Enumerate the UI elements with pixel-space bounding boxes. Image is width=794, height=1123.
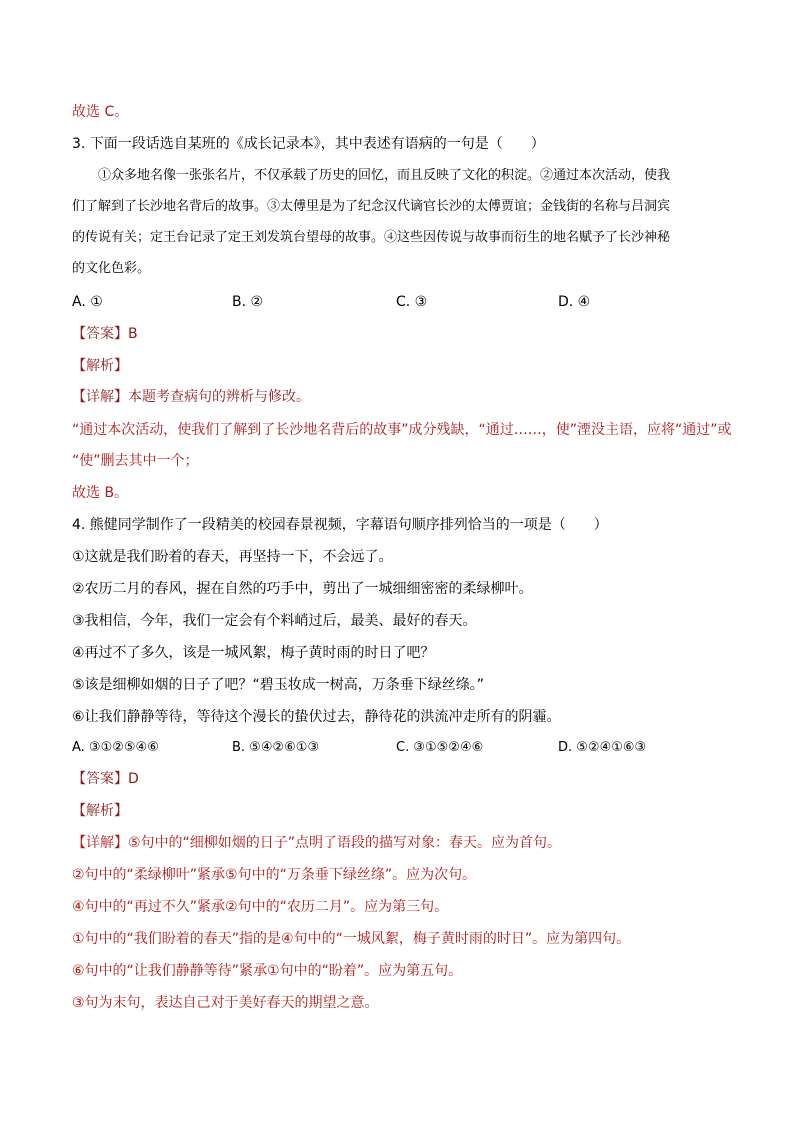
q3-stem: 3. 下面一段话选自某班的《成长记录本》，其中表述有语病的一句是（ ） (72, 136, 545, 152)
q4-sentence-4: ④再过不了多久，该是一城风絮，梅子黄时雨的时日了吧？ (72, 645, 435, 661)
q4-option-a: A. ③①②⑤④⑥ (72, 740, 159, 755)
q4-stem: 4. 熊健同学制作了一段精美的校园春景视频，字幕语句顺序排列恰当的一项是（ ） (72, 517, 608, 533)
q3-passage-line-1: ①众多地名像一张张名片，不仅承载了历史的回忆，而且反映了文化的积淀。②通过本次活动，使我 (72, 168, 671, 183)
q4-explanation-6: ③句为末句，表达自己对于美好春天的期望之意。 (72, 995, 379, 1011)
q3-passage-line-2: 们了解到了长沙地名背后的故事。③太傅里是为了纪念汉代谪官长沙的太傅贾谊；金钱街的名称与吕洞宾 (72, 199, 671, 214)
q4-detail: 【详解】⑤句中的“细柳如烟的日子”点明了语段的描写对象：春天。应为首句。 (72, 835, 562, 851)
q3-option-c: C. ③ (396, 294, 428, 310)
q4-explanation-3: ④句中的“再过不久”紧承②句中的“农历二月”。应为第三句。 (72, 899, 449, 915)
q3-analysis-heading: 【解析】 (72, 358, 128, 374)
q4-option-b: B. ⑤④②⑥①③ (232, 740, 320, 755)
q3-explanation-line-2: “使”删去其中一个； (72, 453, 199, 469)
q3-option-a: A. ① (72, 294, 103, 310)
q4-answer: 【答案】D (72, 771, 139, 787)
q3-passage-line-4: 的文化色彩。 (72, 261, 151, 276)
q4-sentence-6: ⑥让我们静静等待，等待这个漫长的蛰伏过去，静待花的洪流冲走所有的阴霾。 (72, 709, 561, 725)
q4-explanation-4: ①句中的“我们盼着的春天”指的是④句中的“一城风絮，梅子黄时雨的时日”。应为第四句。 (72, 931, 631, 947)
q4-explanation-5: ⑥句中的“让我们静静等待”紧承①句中的“盼着”。应为第五句。 (72, 963, 463, 979)
choose-c-line: 故选 C。 (72, 104, 129, 120)
q4-sentence-5: ⑤该是细柳如烟的日子了吧？“碧玉妆成一树高，万条垂下绿丝绦。” (72, 677, 485, 693)
q3-option-d: D. ④ (558, 294, 591, 310)
q4-sentence-1: ①这就是我们盼着的春天，再坚持一下，不会远了。 (72, 549, 393, 565)
q3-answer: 【答案】B (72, 326, 138, 342)
q4-option-c: C. ③①⑤②④⑥ (396, 740, 484, 755)
q4-analysis-heading: 【解析】 (72, 803, 128, 819)
q4-option-d: D. ⑤②④①⑥③ (558, 740, 647, 755)
q3-passage (72, 160, 728, 284)
q3-choose-line: 故选 B。 (72, 485, 129, 501)
q4-sentence-2: ②农历二月的春风，握在自然的巧手中，剪出了一城细细密密的柔绿柳叶。 (72, 581, 533, 597)
q3-explanation-line-1: “通过本次活动，使我们了解到了长沙地名背后的故事”成分残缺，“通过……，使”湮没主语，应将“通过”或 (72, 422, 732, 438)
q4-explanation-2: ②句中的“柔绿柳叶”紧承⑤句中的“万条垂下绿丝绦”。应为次句。 (72, 867, 477, 883)
q3-detail: 【详解】本题考查病句的辨析与修改。 (72, 389, 310, 405)
q3-passage-line-3: 的传说有关；定王台记录了定王刘发筑台望母的故事。④这些因传说与故事而衍生的地名赋予了长沙神秘 (72, 230, 671, 245)
q3-option-b: B. ② (232, 294, 264, 310)
q4-sentence-3: ③我相信，今年，我们一定会有个料峭过后，最美、最好的春天。 (72, 613, 477, 629)
